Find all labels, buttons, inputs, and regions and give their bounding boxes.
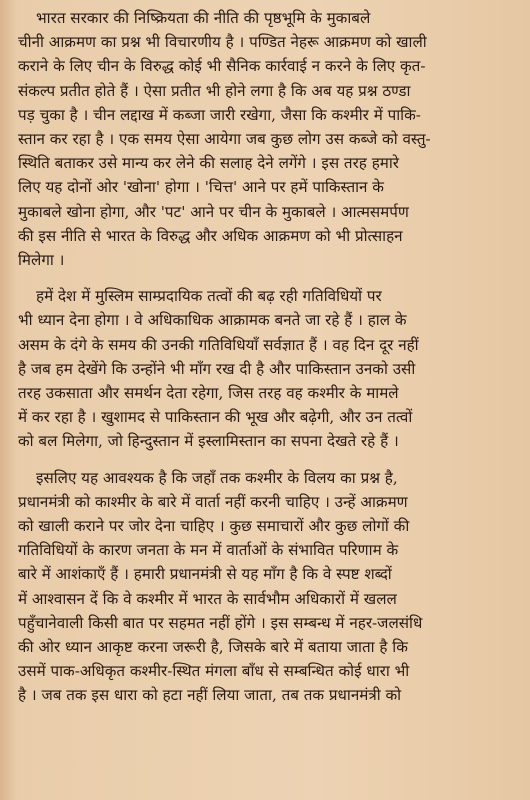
paragraph-3 bbox=[18, 466, 520, 708]
text-line: इसलिए यह आवश्यक है कि जहाँ तक कश्मीर के विलय का प्रश्न है, bbox=[36, 468, 398, 487]
text-line: बारे में आशंकाएँ हैं । हमारी प्रधानमंत्री से यह माँग है कि वे स्पष्ट शब्दों bbox=[18, 565, 392, 584]
text-line: भी ध्यान देना होगा । वे अधिकाधिक आक्रामक बनते जा रहे हैं । हाल के bbox=[18, 311, 407, 330]
text-line: असम के दंगे के समय की उनकी गतिविधियाँ सर्वज्ञात हैं । वह दिन दूर नहीं bbox=[18, 335, 419, 354]
text-line: को बल मिलेगा, जो हिन्दुस्तान में इस्लामिस्तान का सपना देखते रहे हैं । bbox=[18, 432, 399, 451]
text-line: कराने के लिए चीन के विरुद्ध कोई भी सैनिक कार्रवाई न करने के लिए कृत- bbox=[18, 57, 426, 76]
text-line: उसमें पाक-अधिकृत कश्मीर-स्थित मंगला बाँध से सम्बन्धित कोई धारा भी bbox=[18, 662, 410, 681]
text-line: पड़ चुका है । चीन लद्दाख में कब्जा जारी रखेगा, जैसा कि कश्मीर में पाकि- bbox=[18, 105, 421, 124]
text-line: मुकाबले खोना होगा, और 'पट' आने पर चीन के मुकाबले । आत्मसमर्पण bbox=[18, 202, 409, 221]
text-line: पहुँचानेवाली किसी बात पर सहमत नहीं होंगे । इस सम्बन्ध में नहर-जलसंधि bbox=[18, 613, 423, 632]
text-line: लिए यह दोनों ओर 'खोना' होगा । 'चित्त' आने पर हमें पाकिस्तान के bbox=[18, 178, 384, 197]
text-line: को खाली कराने पर जोर देना चाहिए । कुछ समाचारों और कुछ लोगों की bbox=[18, 517, 410, 536]
text-line: में कर रहा है । खुशामद से पाकिस्तान की भूख और बढ़ेगी, और उन तत्वों bbox=[18, 408, 413, 427]
text-line: प्रधानमंत्री को काश्मीर के बारे में वार्ता नहीं करनी चाहिए । उन्हें आक्रमण bbox=[18, 492, 408, 511]
text-line: संकल्प प्रतीत होते हैं । ऐसा प्रतीत भी होने लगा है कि अब यह प्रश्न ठण्डा bbox=[18, 81, 411, 100]
text-line: हमें देश में मुस्लिम साम्प्रदायिक तत्वों की बढ़ रही गतिविधियों पर bbox=[36, 287, 382, 306]
page-body-text bbox=[18, 6, 520, 720]
text-line: गतिविधियों के कारण जनता के मन में वार्ताओं के संभावित परिणाम के bbox=[18, 541, 399, 560]
text-line: में आश्वासन दें कि वे कश्मीर में भारत के सार्वभौम अधिकारों में खलल bbox=[18, 589, 397, 608]
text-line: भारत सरकार की निष्क्रियता की नीति की पृष्ठभूमि के मुकाबले bbox=[36, 9, 371, 27]
text-line: तरह उकसाता और समर्थन देता रहेगा, जिस तरह वह कश्मीर के मामले bbox=[18, 384, 399, 403]
text-line: की इस नीति से भारत के विरुद्ध और अधिक आक्रमण को भी प्रोत्साहन bbox=[18, 226, 403, 245]
text-line: स्थिति बताकर उसे मान्य कर लेने की सलाह देने लगेंगे । इस तरह हमारे bbox=[18, 154, 399, 173]
text-line: स्तान कर रहा है । एक समय ऐसा आयेगा जब कुछ लोग उस कब्जे को वस्तु- bbox=[18, 130, 431, 149]
text-line: मिलेगा । bbox=[18, 251, 65, 270]
text-line: है जब हम देखेंगे कि उन्होंने भी माँग रख दी है और पाकिस्तान उनको उसी bbox=[18, 359, 416, 378]
paragraph-2 bbox=[18, 284, 520, 453]
text-line: है । जब तक इस धारा को हटा नहीं लिया जाता, तब तक प्रधानमंत्री को bbox=[18, 686, 402, 705]
text-line: चीनी आक्रमण का प्रश्न भी विचारणीय है । पण्डित नेहरू आक्रमण को खाली bbox=[18, 33, 427, 52]
text-line: की ओर ध्यान आकृष्ट करना जरूरी है, जिसके बारे में बताया जाता है कि bbox=[18, 638, 408, 657]
paragraph-1 bbox=[18, 6, 520, 272]
